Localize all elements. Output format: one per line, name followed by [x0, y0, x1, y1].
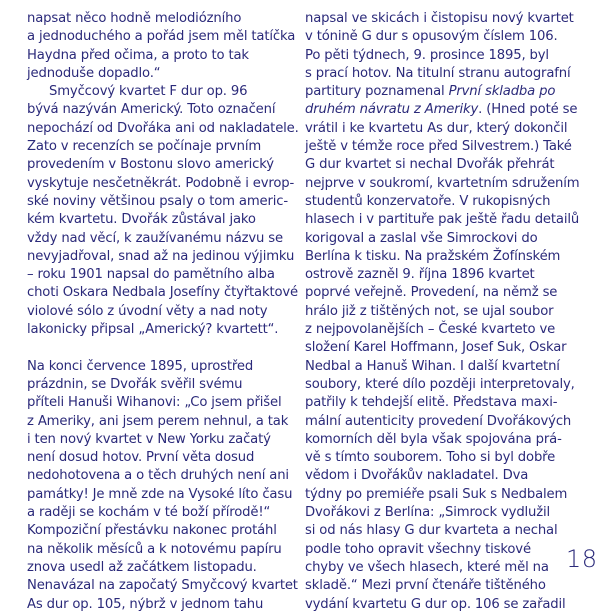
text-line: nepochází od Dvořáka ani od nakladatele. — [27, 120, 299, 136]
text-line: hrálo již z tištěných not, se ujal soubor — [305, 303, 554, 319]
text-line: Nedbal a Hanuš Wihan. I další kvartetní — [305, 358, 560, 374]
text-line: kém kvartetu. Dvořák zůstával jako — [27, 212, 256, 228]
right-column-body — [305, 120, 580, 614]
text-line: studentů konzervatoře. V rukopisných — [305, 193, 551, 209]
text-line: violové sólo z úvodní věty a nad noty — [27, 303, 268, 319]
text-line: vydání kvartetu G dur op. 106 se zařadil — [305, 596, 566, 612]
text-line: v tónině G dur s opusovým číslem 106. — [305, 29, 558, 45]
text-line: korigoval a zaslal vše Simrockovi do — [305, 230, 538, 246]
text-line: z Ameriky, ani jsem perem nehnul, a tak — [27, 413, 289, 429]
text-line: As dur op. 105, nýbrž v jednom tahu — [27, 596, 264, 612]
text-line: podle toho opravit všechny tiskové — [305, 541, 531, 557]
text-line: choti Oskara Nedbala Josefíny čtyřtaktové — [27, 285, 299, 301]
text-line: soubory, které dílo později interpretovaly, — [305, 376, 575, 392]
text-line: Haydna před očima, a proto to tak — [27, 47, 249, 63]
text-line: nejprve v soukromí, kvartetním sdružením — [305, 175, 580, 191]
text-line: nevyjadřoval, snad až na jedinou výjimku — [27, 248, 295, 264]
italic-title-part-1: První skladba po — [448, 84, 556, 100]
text-line: i ten nový kvartet v New Yorku začatý — [27, 431, 271, 447]
right-column-intro — [305, 10, 574, 83]
italic-line-prefix: partitury poznamenal — [305, 84, 449, 100]
text-line: ještě v témže roce před Silvestrem.) Také — [305, 139, 572, 155]
text-line: Po pěti týdnech, 9. prosince 1895, byl — [305, 47, 549, 63]
text-line: – roku 1901 napsal do pamětního alba — [27, 267, 275, 283]
text-line: napsat něco hodně melodiózního — [27, 11, 242, 26]
text-line: si od nás hlasy G dur kvarteta a nechal — [305, 523, 558, 539]
text-line: jednoduše dopadlo.“ — [27, 65, 161, 81]
text-line: složení Karel Hoffmann, Josef Suk, Oskar — [305, 340, 567, 356]
text-line: na několik měsíců a k notovému papíru — [27, 541, 282, 557]
text-line: vědom i Dvořákův nakladatel. Dva — [305, 468, 529, 484]
text-line: Zato v recenzích se počínaje prvním — [27, 139, 262, 155]
text-line: skladě.“ Mezi první čtenáře tištěného — [305, 578, 546, 594]
text-line: bývá nazýván Americký. Toto označení — [27, 102, 276, 118]
text-line: Berlína k tisku. Na pražském Žofínském — [305, 248, 561, 264]
text-line: a jednoduchého a pořád jsem měl tatíčka — [27, 29, 296, 45]
text-line: z nejpovolanějších – České kvarteto ve — [305, 322, 556, 338]
text-line: komorních děl byla však spojována prá- — [305, 431, 562, 447]
text-line: nedohotovena a o těch druhých není ani — [27, 468, 289, 484]
italic-title-part-2: druhém návratu z Ameriky — [305, 102, 479, 118]
text-line: znova usedl až začátkem listopadu. — [27, 559, 257, 575]
text-line: provedením v Bostonu slovo americký — [27, 157, 274, 173]
text-line: Dvořákovi z Berlína: „Simrock vydlužil — [305, 505, 551, 521]
paragraph-gap — [27, 339, 285, 357]
page-number: 18 — [566, 545, 598, 573]
text-line: s prací hotov. Na titulní stranu autografní — [305, 65, 571, 81]
text-line: památky! Je mně zde na Vysoké líto času — [27, 486, 293, 502]
italic-title-suffix: . (Hned poté se — [478, 102, 578, 118]
left-column — [27, 10, 299, 614]
right-column — [305, 10, 580, 614]
text-line: ostrově zazněl 9. října 1896 kvartet — [305, 267, 535, 283]
text-line: chyby ve všech hlasech, které měl na — [305, 559, 549, 575]
text-line: Na konci července 1895, uprostřed — [27, 358, 254, 374]
text-line: prázdnin, se Dvořák svěřil svému — [27, 376, 243, 392]
text-line: napsal ve skicách i čistopisu nový kvartet — [305, 11, 574, 26]
text-line: vyskytuje nesčetněkrát. Podobně i evrop- — [27, 175, 295, 191]
text-line: mální autenticity provedení Dvořákových — [305, 413, 572, 429]
text-line: příteli Hanuši Wihanovi: „Co jsem přišel — [27, 395, 282, 411]
text-line: Kompoziční přestávku nakonec protáhl — [27, 523, 277, 539]
text-line: není dosud hotov. První věta dosud — [27, 450, 255, 466]
text-line: týdny po premiéře psali Suk s Nedbalem — [305, 486, 568, 502]
text-line: a raději se kochám v té boží přírodě!“ — [27, 505, 271, 521]
text-line: G dur kvartet si nechal Dvořák přehrát — [305, 157, 555, 173]
text-line: Nenavázal na započatý Smyčcový kvartet — [27, 578, 298, 594]
text-line: poprvé veřejně. Provedení, na němž se — [305, 285, 558, 301]
text-line: lakonicky připsal „Americký? kvartett“. — [27, 322, 279, 338]
text-line: vě s tímto souborem. Toho si byl dobře — [305, 450, 556, 466]
text-line — [305, 101, 578, 119]
text-line — [305, 83, 563, 101]
text-line: ské noviny většinou psaly o tom americ- — [27, 193, 288, 209]
text-line: patřily k tehdejší elitě. Představa maxi- — [305, 395, 558, 411]
text-line: vrátil i ke kvartetu As dur, který dokončil — [305, 120, 568, 136]
indented-text-line: Smyčcový kvartet F dur op. 96 — [49, 84, 248, 100]
text-line: hlasech i v partituře pak ještě řadu detailů — [305, 212, 580, 228]
text-line: vždy nad věcí, k zaužívanému názvu se — [27, 230, 283, 246]
